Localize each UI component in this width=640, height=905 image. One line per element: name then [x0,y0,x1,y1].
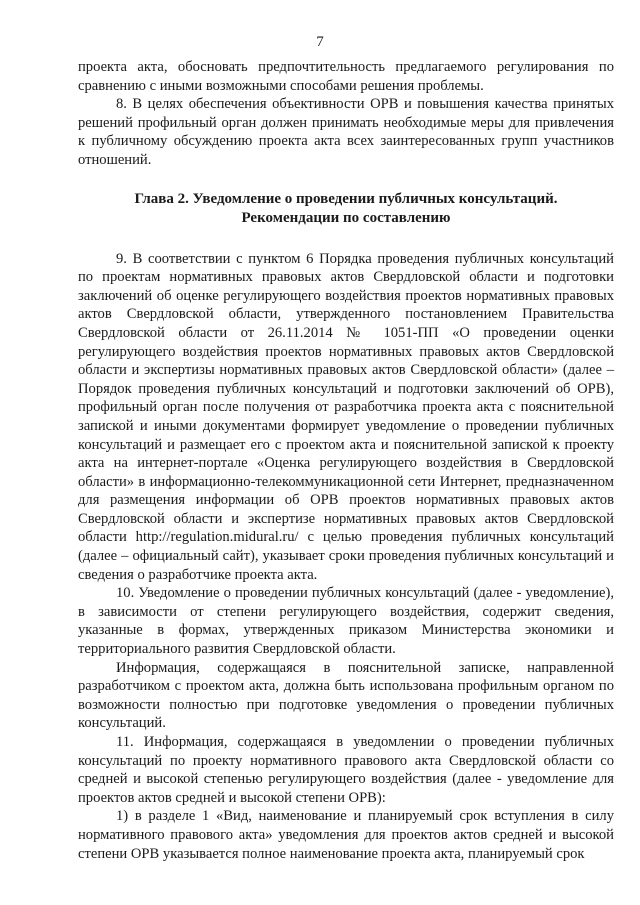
paragraph-10-info: Информация, содержащаяся в пояснительной записке, направленной разработчиком с проектом акта, должна быть использована профильным органом по возможности полностью при подготовке уведомления о проведении публичных консультаций. [78,659,614,732]
page-number: 7 [316,34,324,50]
paragraph-11-item-1: 1) в разделе 1 «Вид, наименование и планируемый срок вступления в силу нормативного правового акта» уведомления для проектов актов средней и высокой степени ОРВ указывается полное наименование проекта акта, планируемый срок [78,808,614,862]
paragraph-9: 9. В соответствии с пунктом 6 Порядка проведения публичных консультаций по проектам нормативных правовых актов Свердловской области и подготовки заключений об оценке регулирующего воздействия проектов нормативных правовых актов Свердловской области, утвержденного постановлением Правительства Свердловской области от 26.11.2014 № 1051-ПП «О проведении оценки регулирующего воздействия проектов нормативных правовых актов Свердловской области и экспертизы нормативных правовых актов Свердловской области» (далее – Порядок проведения публичных консультаций и подготовки заключений об ОРВ), профильный орган после получения от разработчика проекта акта с пояснительной запиской и иными документами формирует уведомление о проведении публичных консультаций и размещает его с проектом акта и пояснительной запиской к проекту акта на интернет-портале «Оценка регулирующего воздействия в Свердловской области» в информационно-телекоммуникационной сети Интернет, предназначенном для размещения информации об ОРВ проектов нормативных правовых актов Свердловской области и экспертизе нормативных правовых актов Свердловской области http://regulation.midural.ru/ с целью проведения публичных консультаций (далее – официальный сайт), указывает сроки проведения публичных консультаций и сведения о разработчике проекта акта. [78,250,614,583]
paragraph-11: 11. Информация, содержащаяся в уведомлении о проведении публичных консультаций по проекту нормативного правового акта Свердловской области со средней и высокой степенью регулирующего воздействия (далее - уведомление для проектов актов средней и высокой степени ОРВ): [78,734,614,806]
page-content [78,58,614,863]
paragraph-8: 8. В целях обеспечения объективности ОРВ и повышения качества принятых решений профильный орган должен принимать необходимые меры для привлечения к публичному обсуждению проекта акта всех заинтересованных групп участников отношений. [78,96,614,168]
chapter-subtitle: Рекомендации по составлению [241,209,451,226]
paragraph-10: 10. Уведомление о проведении публичных консультаций (далее - уведомление), в зависимости от степени регулирующего воздействия, содержит сведения, указанные в формах, утвержденных приказом Министерства экономики и территориального развития Свердловской области. [78,585,614,658]
paragraph-continuation: проекта акта, обосновать предпочтительность предлагаемого регулирования по сравнению с иными возможными способами решения проблемы. [78,59,614,94]
chapter-heading [78,190,614,228]
chapter-title: Глава 2. Уведомление о проведении публичных консультаций. [134,190,558,207]
